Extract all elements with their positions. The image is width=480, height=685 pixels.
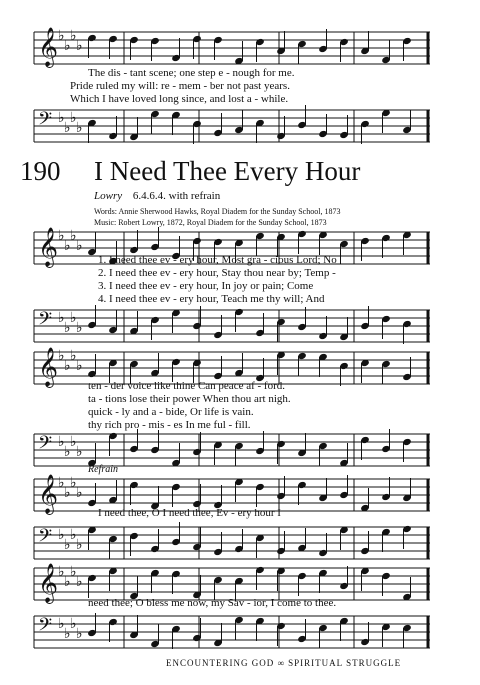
flat-icon: ♭	[76, 444, 83, 460]
flat-icon: ♭	[70, 434, 77, 450]
system4-lyric-line-1: I need thee, O I need thee, Ev - ery hour I	[98, 507, 281, 519]
flat-icon: ♭	[76, 120, 83, 136]
flat-icon: ♭	[58, 28, 65, 44]
flat-icon: ♭	[58, 616, 65, 632]
system3-bass-staff	[34, 432, 430, 465]
flat-icon: ♭	[64, 358, 71, 374]
system5-bass-staff	[34, 614, 430, 647]
flat-icon: ♭	[70, 616, 77, 632]
system2-bass-staff	[34, 308, 430, 341]
flat-icon: ♭	[64, 38, 71, 54]
staff-lines-svg	[34, 27, 430, 67]
system4-bass-staff	[34, 525, 430, 558]
flat-icon: ♭	[64, 485, 71, 501]
flat-icon: ♭	[64, 238, 71, 254]
system5-lyric-line-1: need thee; O bless me now, my Sav - ior, I come to thee.	[88, 597, 337, 609]
flat-icon: ♭	[58, 110, 65, 126]
system3-lyric-line-3: quick - ly and a - bide, Or life is vain.	[88, 406, 254, 418]
system1-lyric-line-1: The dis - tant scene; one step e - nough for me.	[88, 67, 295, 79]
system2-lyric-line-4: 4. I need thee ev - ery hour, Teach me thy will; And	[98, 293, 325, 305]
treble-clef-icon: 𝄞	[38, 563, 59, 603]
meter: 6.4.6.4. with refrain	[132, 190, 221, 202]
flat-icon: ♭	[70, 564, 77, 580]
system2-lyric-line-3: 3. I need thee ev - ery hour, In joy or pain; Come	[98, 280, 314, 292]
flat-icon: ♭	[70, 348, 77, 364]
flat-icon: ♭	[58, 564, 65, 580]
flat-icon: ♭	[70, 310, 77, 326]
music-credit: Music: Robert Lowry, 1872, Royal Diadem for the Sunday School, 1873	[94, 218, 327, 227]
flat-icon: ♭	[64, 626, 71, 642]
flat-icon: ♭	[58, 348, 65, 364]
flat-icon: ♭	[64, 444, 71, 460]
system3-lyric-line-1: ten - der voice like thine Can peace af - ford.	[88, 380, 285, 392]
flat-icon: ♭	[58, 475, 65, 491]
bass-clef-icon: 𝄢	[38, 109, 53, 134]
flat-icon: ♭	[70, 28, 77, 44]
system1-bass-staff	[34, 108, 430, 141]
staff-lines-svg	[34, 432, 430, 466]
flat-icon: ♭	[76, 537, 83, 553]
bass-clef-icon: 𝄢	[38, 526, 53, 551]
flat-icon: ♭	[58, 310, 65, 326]
system1-treble-staff	[34, 27, 430, 67]
flat-icon: ♭	[76, 485, 83, 501]
treble-clef-icon: 𝄞	[38, 227, 59, 267]
system3-lyric-line-4: thy rich pro - mis - es In me ful - fill.	[88, 419, 251, 431]
flat-icon: ♭	[76, 38, 83, 54]
staff-lines-svg	[34, 525, 430, 559]
system1-lyric-line-3: Which I have loved long since, and lost a - while.	[70, 93, 289, 105]
flat-icon: ♭	[76, 574, 83, 590]
system3-lyric-line-2: ta - tions lose their power When thou art nigh.	[88, 393, 291, 405]
flat-icon: ♭	[76, 358, 83, 374]
flat-icon: ♭	[64, 537, 71, 553]
flat-icon: ♭	[58, 527, 65, 543]
words-credit: Words: Annie Sherwood Hawks, Royal Diadem for the Sunday School, 1873	[94, 207, 341, 216]
tune-line	[94, 190, 220, 202]
footer-category: ENCOUNTERING GOD ∞ SPIRITUAL STRUGGLE	[166, 658, 402, 668]
flat-icon: ♭	[64, 574, 71, 590]
flat-icon: ♭	[64, 320, 71, 336]
flat-icon: ♭	[76, 626, 83, 642]
staff-lines-svg	[34, 308, 430, 342]
staff-lines-svg	[34, 614, 430, 648]
flat-icon: ♭	[58, 228, 65, 244]
bass-clef-icon: 𝄢	[38, 615, 53, 640]
flat-icon: ♭	[76, 238, 83, 254]
tune-name: Lowry	[94, 190, 123, 202]
flat-icon: ♭	[70, 110, 77, 126]
system2-lyric-line-1: 1. I need thee ev - ery hour, Most gra - cious Lord; No	[98, 254, 337, 266]
system1-lyric-line-2: Pride ruled my will: re - mem - ber not past years.	[70, 80, 290, 92]
hymn-number: 190	[20, 156, 61, 186]
flat-icon: ♭	[70, 527, 77, 543]
treble-clef-icon: 𝄞	[38, 474, 59, 514]
refrain-label: Refrain	[88, 464, 118, 475]
bass-clef-icon: 𝄢	[38, 433, 53, 458]
bass-clef-icon: 𝄢	[38, 309, 53, 334]
system2-lyric-line-2: 2. I need thee ev - ery hour, Stay thou near by; Temp -	[98, 267, 336, 279]
treble-clef-icon: 𝄞	[38, 347, 59, 387]
flat-icon: ♭	[70, 228, 77, 244]
flat-icon: ♭	[64, 120, 71, 136]
flat-icon: ♭	[70, 475, 77, 491]
flat-icon: ♭	[76, 320, 83, 336]
hymn-title: I Need Thee Every Hour	[94, 156, 361, 186]
staff-lines-svg	[34, 108, 430, 142]
treble-clef-icon: 𝄞	[38, 27, 59, 67]
flat-icon: ♭	[58, 434, 65, 450]
